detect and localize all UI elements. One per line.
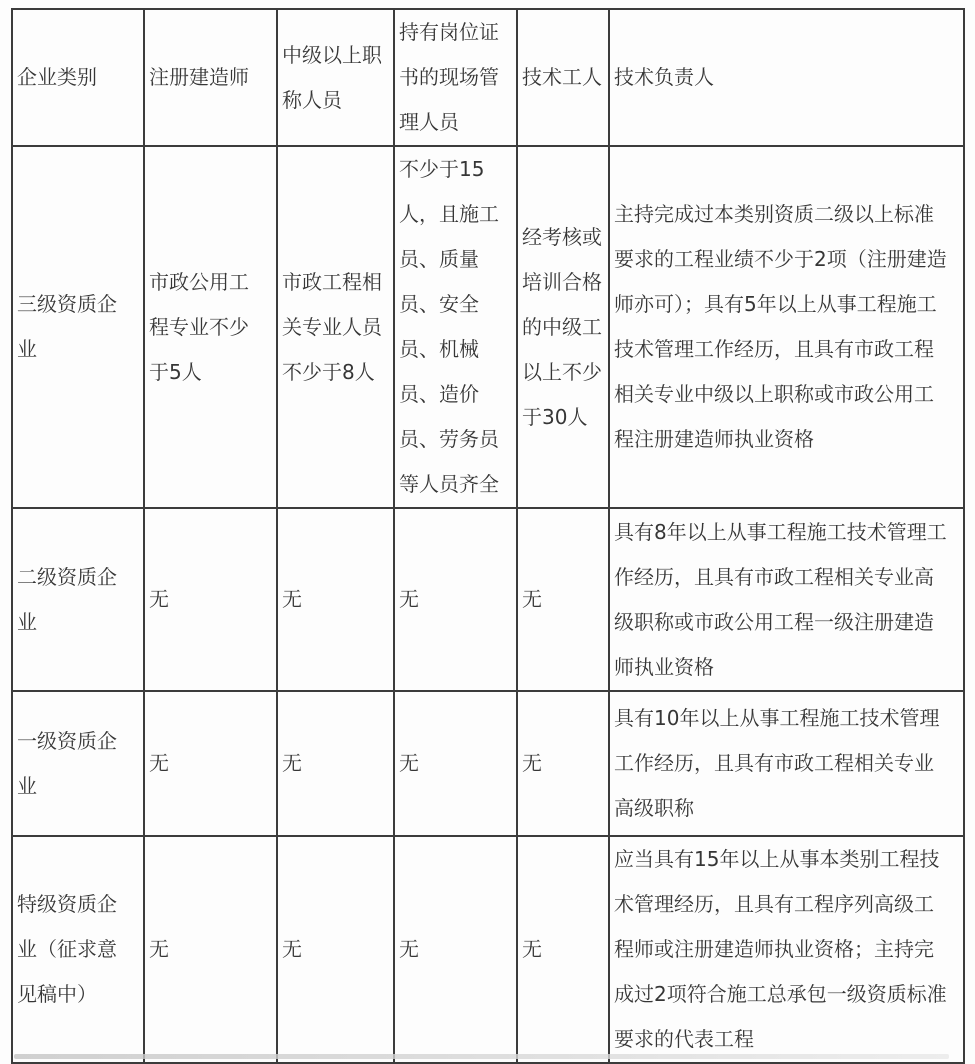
scan-artifact-bar: [14, 1054, 949, 1059]
cell-technical-director-special: 应当具有15年以上从事本类别工程技术管理经历，且具有工程序列高级工程师或注册建造师执业资格；主持完成过2项符合施工总承包一级资质标准要求的代表工程: [609, 836, 964, 1063]
cell-technical-director-level1: 具有10年以上从事工程施工技术管理工作经历，且具有市政工程相关专业高级职称: [609, 691, 964, 836]
cell-site-management-level3: 不少于15人，且施工员、质量员、安全员、机械员、造价员、劳务员等人员齐全: [394, 146, 517, 508]
cell-registered-constructor-special: 无: [144, 836, 277, 1063]
cell-category-level3: 三级资质企业: [12, 146, 144, 508]
table-row-level1: [12, 691, 964, 836]
cell-registered-constructor-level2: 无: [144, 508, 277, 691]
cell-technical-workers-level1: 无: [517, 691, 609, 836]
qualification-requirements-table: [11, 8, 965, 1064]
cell-mid-level-title-level1: 无: [277, 691, 394, 836]
cell-category-level2: 二级资质企业: [12, 508, 144, 691]
table-row-special: [12, 836, 964, 1063]
cell-mid-level-title-level2: 无: [277, 508, 394, 691]
cell-registered-constructor-level3: 市政公用工程专业不少于5人: [144, 146, 277, 508]
header-cell-enterprise-category: 企业类别: [12, 9, 144, 146]
header-row: [12, 9, 964, 146]
cell-category-level1: 一级资质企业: [12, 691, 144, 836]
cell-site-management-level1: 无: [394, 691, 517, 836]
header-cell-technical-director: 技术负责人: [609, 9, 964, 146]
header-cell-certified-site-management: 持有岗位证书的现场管理人员: [394, 9, 517, 146]
header-cell-registered-constructor: 注册建造师: [144, 9, 277, 146]
cell-site-management-special: 无: [394, 836, 517, 1063]
cell-category-special: 特级资质企业（征求意见稿中）: [12, 836, 144, 1063]
cell-site-management-level2: 无: [394, 508, 517, 691]
cell-mid-level-title-special: 无: [277, 836, 394, 1063]
cell-technical-workers-level2: 无: [517, 508, 609, 691]
cell-registered-constructor-level1: 无: [144, 691, 277, 836]
cell-mid-level-title-level3: 市政工程相关专业人员不少于8人: [277, 146, 394, 508]
table-row-level3: [12, 146, 964, 508]
cell-technical-workers-level3: 经考核或培训合格的中级工以上不少于30人: [517, 146, 609, 508]
cell-technical-director-level3: 主持完成过本类别资质二级以上标准要求的工程业绩不少于2项（注册建造师亦可）；具有5年以上从事工程施工技术管理工作经历，且具有市政工程相关专业中级以上职称或市政公用工程注册建造师执业资格: [609, 146, 964, 508]
cell-technical-director-level2: 具有8年以上从事工程施工技术管理工作经历，且具有市政工程相关专业高级职称或市政公用工程一级注册建造师执业资格: [609, 508, 964, 691]
cell-technical-workers-special: 无: [517, 836, 609, 1063]
header-cell-mid-level-title-staff: 中级以上职称人员: [277, 9, 394, 146]
table-row-level2: [12, 508, 964, 691]
document-page: [11, 8, 965, 1064]
header-cell-technical-workers: 技术工人: [517, 9, 609, 146]
